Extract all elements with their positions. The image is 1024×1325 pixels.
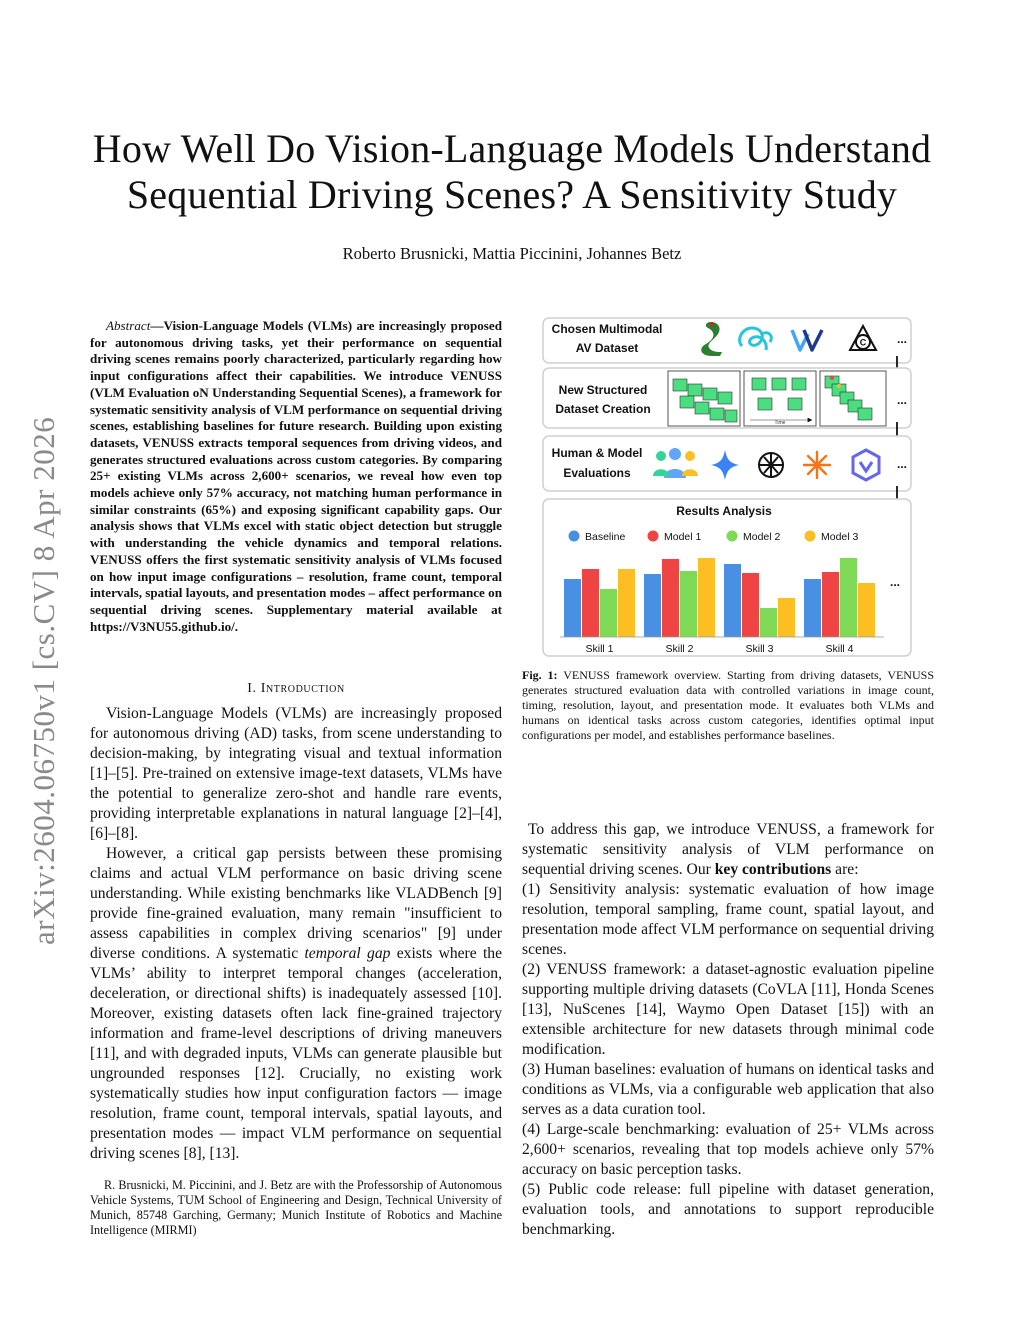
frame-grid-2 [744, 371, 816, 426]
section-title: Introduction [260, 681, 345, 696]
bar-model-2-skill-1 [600, 589, 617, 637]
svg-text:C: C [859, 337, 867, 348]
legend-label: Model 2 [743, 531, 781, 543]
bar-baseline-skill-2 [644, 574, 661, 637]
author-list: Roberto Brusnicki, Mattia Piccinini, Johannes Betz [342, 244, 682, 263]
intro-paragraph-2 [90, 844, 502, 1164]
paper-title [60, 126, 964, 218]
venuss-overview-figure [540, 316, 914, 658]
tick-label-skill-3: Skill 3 [745, 643, 774, 655]
structured-dataset-box [543, 368, 911, 428]
intro-paragraph-1: Vision-Language Models (VLMs) are increasingly proposed for autonomous driving (AD) tasks, from scene understanding to decision-making, by integrating visual and textual information [1]–[5]. Pre-trained on extensive image-text datasets, VLMs have the potential to generalize zero-shot and handle rare events, providing interpretable explanations in natural language [2]–[4], [6]–[8]. [90, 705, 502, 842]
bar-model-1-skill-4 [822, 572, 839, 637]
bar-model-3-skill-2 [698, 558, 715, 637]
evaluations-box [543, 436, 911, 491]
contribution-item-5: (5) Public code release: full pipeline with dataset generation, evaluation tools, and annotations to support reproducible benchmarking. [522, 1181, 934, 1238]
bar-model-1-skill-1 [582, 569, 599, 637]
intro-p2-part-b: exists where the VLMs’ ability to interpret temporal changes (acceleration, deceleration, or directional shifts) is inadequately assessed [10]. Moreover, existing datasets often lack fine-grained trajectory information and frame-level descriptions of driving maneuvers [11], and with degraded inputs, VLMs can generate plausible but ungrounded responses [12]. Crucially, no existing work systematically studies how input configuration factors — image resolution, frame count, temporal intervals, spatial layouts, and presentation modes — impact VLM performance on sequential driving scenes [8], [13]. [90, 945, 503, 1162]
contrib-intro-b: are: [831, 861, 859, 878]
intro-p2-part-a: However, a critical gap persists between these promising claims and actual VLM performance on basic driving scene understanding. While existing benchmarks like VLADBench [9] provide fine-grained evaluation, many remain "insufficient to assess capabilities in complex driving scenarios" [9] under diverse conditions. A systematic [90, 845, 502, 962]
bar-model-2-skill-3 [760, 608, 777, 637]
section-number: I. [247, 681, 257, 696]
title-line-2: Sequential Driving Scenes? A Sensitivity Study [126, 172, 898, 217]
results-ellipsis: ... [890, 575, 901, 589]
bar-model-1-skill-3 [742, 573, 759, 637]
author-affiliation-footnote: R. Brusnicki, M. Piccinini, and J. Betz are with the Professorship of Autonomous Vehicle Systems, TUM School of Engineering and Design, Technical University of Munich, 85748 Garching, Germany; Munich Institute of Robotics and Machine Intelligence (MIRMI) [90, 1178, 502, 1237]
legend-label: Model 1 [664, 531, 702, 543]
bar-baseline-skill-1 [564, 579, 581, 637]
openai-icon [759, 453, 783, 477]
legend-swatch [569, 531, 580, 542]
section-heading-introduction [90, 681, 502, 697]
contribution-item-3: (3) Human baselines: evaluation of humans on identical tasks and conditions as VLMs, via a configurable web application that also serves as a data curation tool. [522, 1061, 934, 1118]
figure-caption-text: VENUSS framework overview. Starting from driving datasets, VENUSS generates structured evaluation data with controlled variations in image count, timing, resolution, layout, and presentation mode. It evaluates both VLMs and humans on identical tasks across custom categories, identifies optimal input configurations per model, and establishes performance baselines. [522, 668, 934, 742]
asterisk-icon [804, 452, 830, 478]
figure-caption [522, 668, 934, 743]
bar-model-3-skill-3 [778, 598, 795, 637]
legend-label: Baseline [585, 531, 626, 543]
contribution-item-1: (1) Sensitivity analysis: systematic evaluation of how image resolution, temporal sampling, frame count, spatial layout, and presentation mode affect VLM performance on sequential driving scenes. [522, 881, 934, 958]
bar-model-3-skill-4 [858, 583, 875, 637]
structured-box-label-2: Dataset Creation [555, 402, 651, 416]
contribution-item-2: (2) VENUSS framework: a dataset-agnostic evaluation pipeline supporting multiple driving datasets (CoVLA [11], Honda Scenes [13], NuScenes [14], Waymo Open Dataset [15]) with an extensible architecture for new datasets through minimal code modification. [522, 961, 934, 1058]
abstract-text: —Vision-Language Models (VLMs) are increasingly proposed for autonomous driving tasks, yet their performance on sequential driving scenes remains poorly characterized, particularly regarding how input configurations affect their capabilities. We introduce VENUSS (VLM Evaluation oN Understanding Sequential Scenes), a framework for systematic sensitivity analysis of VLM performance on sequential driving scenes, establishing baselines for future research. Building upon existing datasets, VENUSS extracts temporal sequences from driving videos, and generates structured evaluations across custom categories. By comparing 25+ existing VLMs across 2,600+ scenarios, we reveal how even top models achieve only 57% accuracy, not matching human performance in similar constraints (65%) and exposing significant capability gaps. Our analysis shows that VLMs excel with static object detection but struggle with understanding the vehicle dynamics and temporal relations. VENUSS offers the first systematic sensitivity analysis of VLMs focused on how input image configurations – resolution, frame count, temporal intervals, spatial layouts, and presentation modes – affect performance on sequential driving scenes. Supplementary material available at https://V3NU55.github.io/. [90, 318, 502, 634]
contributions-intro [522, 820, 934, 880]
bar-baseline-skill-4 [804, 579, 821, 637]
dataset-box-label-2: AV Dataset [575, 341, 639, 355]
evaluations-box-label-2: Evaluations [563, 466, 631, 480]
evaluations-box-label-1: Human & Model [551, 446, 643, 460]
abstract [90, 318, 502, 635]
structured-ellipsis: ... [897, 393, 908, 407]
abstract-lead: Abstract [106, 318, 151, 333]
evaluations-ellipsis: ... [897, 457, 908, 471]
bar-baseline-skill-3 [724, 564, 741, 637]
frame-grid-3 [820, 371, 886, 426]
legend-label: Model 3 [821, 531, 859, 543]
dataset-ellipsis: ... [897, 332, 908, 346]
dataset-box [543, 318, 911, 363]
tick-label-skill-1: Skill 1 [585, 643, 614, 655]
legend-swatch [727, 531, 738, 542]
bar-model-2-skill-2 [680, 571, 697, 637]
contribution-item-4: (4) Large-scale benchmarking: evaluation of 25+ VLMs across 2,600+ scenarios, revealing that top models achieve only 57% accuracy on basic perception tasks. [522, 1121, 934, 1178]
frame-grid-1 [668, 371, 740, 426]
tick-label-skill-4: Skill 4 [825, 643, 854, 655]
contrib-intro-a: To address this gap, we introduce VENUSS, a framework for systematic sensitivity analysis of VLM performance on sequential driving scenes. Our [522, 821, 934, 878]
structured-box-label-1: New Structured [558, 383, 648, 397]
bar-model-3-skill-1 [618, 569, 635, 637]
legend-swatch [648, 531, 659, 542]
contrib-intro-bold: key contributions [714, 861, 832, 878]
time-axis-label: Time [774, 420, 786, 426]
dataset-box-label-1: Chosen Multimodal [551, 322, 663, 336]
figure-caption-label: Fig. 1: [522, 668, 558, 682]
bar-model-1-skill-2 [662, 559, 679, 637]
legend-swatch [805, 531, 816, 542]
results-box [543, 499, 911, 656]
results-title: Results Analysis [676, 504, 772, 518]
bar-model-2-skill-4 [840, 558, 857, 637]
title-line-1: How Well Do Vision-Language Models Understand [92, 126, 932, 171]
tick-label-skill-2: Skill 2 [665, 643, 694, 655]
intro-p2-emphasis: temporal gap [304, 945, 391, 962]
arxiv-identifier[interactable]: arXiv:2604.06750v1 [cs.CV] 8 Apr 2026 [26, 416, 61, 945]
